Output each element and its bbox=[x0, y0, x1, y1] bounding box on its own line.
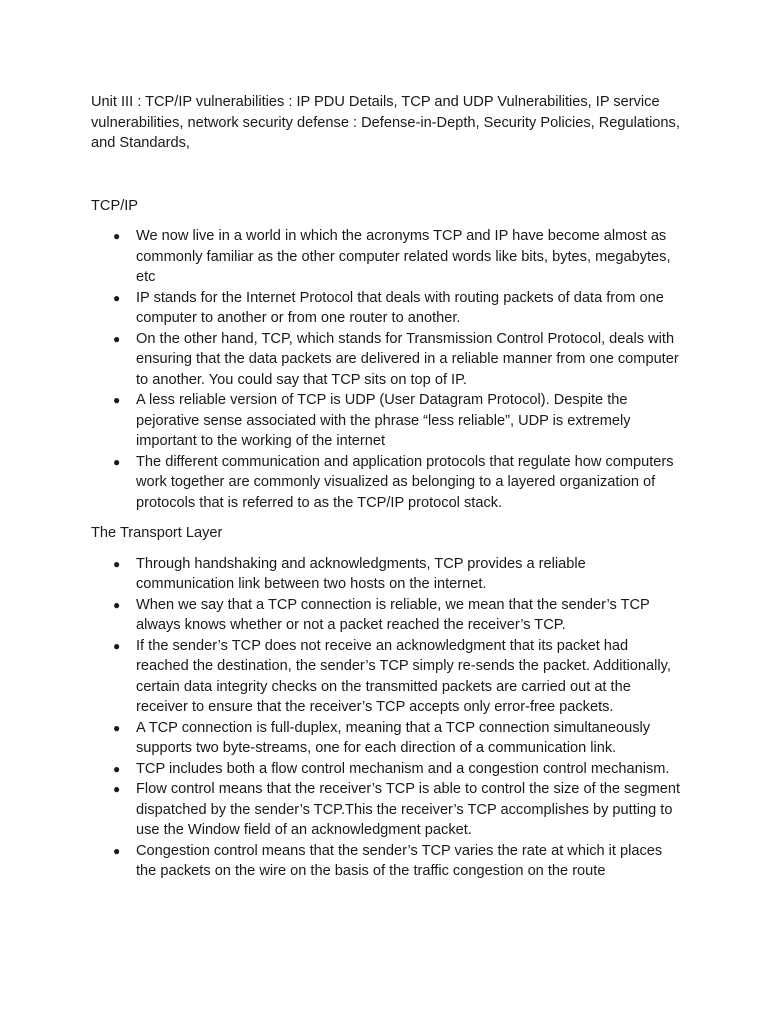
bullet-icon: ● bbox=[113, 290, 121, 305]
list-item-text: A less reliable version of TCP is UDP (User Datagram Protocol). Despite the pejorative sense associated with the phrase “less reliable”, UDP is extremely important to the working of the internet bbox=[136, 392, 631, 449]
list-item-text: A TCP connection is full-duplex, meaning that a TCP connection simultaneously supports two byte-streams, one for each direction of a communication link. bbox=[136, 719, 651, 756]
list-item bbox=[91, 329, 681, 391]
bullet-icon: ● bbox=[113, 843, 121, 858]
list-item-text: Through handshaking and acknowledgments, TCP provides a reliable communication link between two hosts on the internet. bbox=[136, 555, 586, 592]
list-item bbox=[91, 636, 681, 718]
list-item-text: On the other hand, TCP, which stands for Transmission Control Protocol, deals with ensuring that the data packets are delivered in a reliable manner from one computer to another. You could say that TCP sits on top of IP. bbox=[136, 330, 679, 388]
list-item bbox=[91, 226, 681, 288]
list-item-text: IP stands for the Internet Protocol that deals with routing packets of data from one computer to another or from one router to another. bbox=[136, 289, 664, 326]
list-item bbox=[91, 288, 681, 329]
bullet-icon: ● bbox=[113, 597, 121, 612]
bullet-icon: ● bbox=[113, 393, 121, 407]
list-item bbox=[91, 390, 681, 452]
bullet-icon: ● bbox=[113, 454, 121, 469]
bullet-icon: ● bbox=[113, 229, 121, 243]
list-item-text: TCP includes both a flow control mechanism and a congestion control mechanism. bbox=[136, 760, 670, 777]
bullet-icon: ● bbox=[113, 761, 121, 776]
list-item-text: If the sender’s TCP does not receive an acknowledgment that its packet had reached the destination, the sender’s TCP simply re-sends the packet. Additionally, certain data integrity checks on the transmitted packets are carried out at the receiver to ensure that the receiver’s TCP accepts only error-free packets. bbox=[136, 637, 671, 715]
document-page bbox=[91, 92, 681, 882]
list-item bbox=[91, 759, 681, 780]
bullet-icon: ● bbox=[113, 720, 121, 735]
list-item bbox=[91, 452, 681, 514]
section-heading: TCP/IP bbox=[91, 197, 139, 214]
section-heading: The Transport Layer bbox=[91, 525, 223, 541]
list-item bbox=[91, 779, 681, 841]
list-item bbox=[91, 595, 681, 636]
list-item-text: We now live in a world in which the acronyms TCP and IP have become almost as commonly familiar as the other computer related words like bits, bytes, megabytes, etc bbox=[136, 228, 671, 285]
list-item bbox=[91, 554, 681, 595]
bullet-icon: ● bbox=[113, 638, 121, 653]
list-item bbox=[91, 841, 681, 882]
section-transport-layer bbox=[91, 523, 681, 882]
list-item-text: Flow control means that the receiver’s TCP is able to control the size of the segment dispatched by the sender’s TCP.This the receiver’s TCP accomplishes by putting to use the Window field of an acknowledgment packet. bbox=[136, 781, 681, 838]
list-item-text: The different communication and application protocols that regulate how computers work together are commonly visualized as belonging to a layered organization of protocols that is referred to as the TCP/IP protocol stack. bbox=[136, 453, 674, 511]
bullet-icon: ● bbox=[113, 331, 121, 346]
bullet-icon: ● bbox=[113, 782, 121, 796]
section-tcpip bbox=[91, 196, 681, 514]
list-item-text: Congestion control means that the sender’s TCP varies the rate at which it places the packets on the wire on the basis of the traffic congestion on the route bbox=[136, 842, 663, 879]
bullet-icon: ● bbox=[113, 556, 121, 571]
list-item bbox=[91, 718, 681, 759]
unit-title: Unit III : TCP/IP vulnerabilities : IP PDU Details, TCP and UDP Vulnerabilities, IP service vulnerabilities, network security defense : Defense-in-Depth, Security Policies, Regulations, and Standards, bbox=[91, 94, 680, 151]
list-item-text: When we say that a TCP connection is reliable, we mean that the sender’s TCP always knows whether or not a packet reached the receiver’s TCP. bbox=[136, 596, 650, 633]
bullet-list bbox=[91, 554, 681, 882]
bullet-list bbox=[91, 226, 681, 513]
